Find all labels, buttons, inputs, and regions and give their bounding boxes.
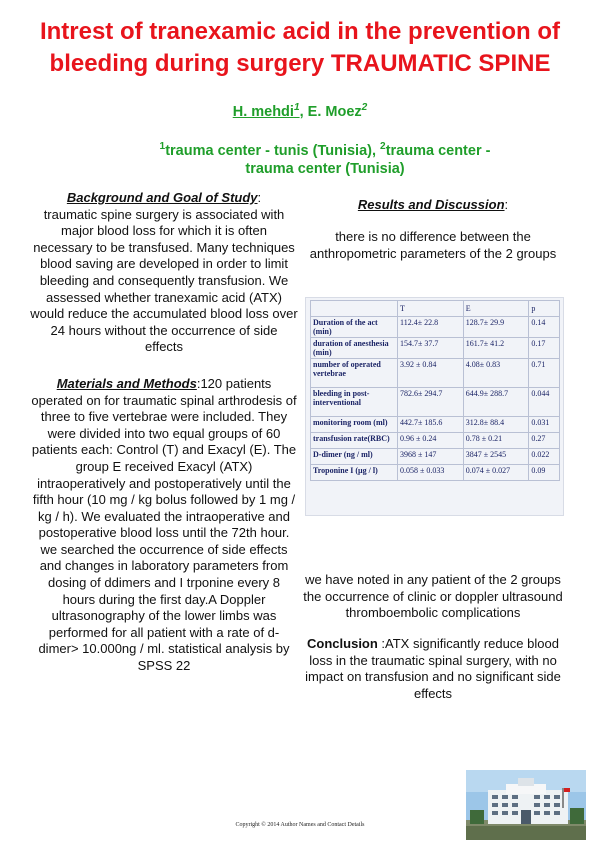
table-cell: 154.7± 37.7 xyxy=(398,338,464,359)
table-cell: 0.074 ± 0.027 xyxy=(463,465,529,481)
table-header: E xyxy=(463,301,529,317)
copyright: Copyright © 2014 Author Names and Contact Details xyxy=(235,822,365,828)
table-row xyxy=(311,449,560,465)
table-row xyxy=(311,359,560,388)
table-cell: 0.96 ± 0.24 xyxy=(398,433,464,449)
conclusion-text: :ATX significantly reduce blood loss in the traumatic spinal surgery, with no impact on transfusion and no significant side effects xyxy=(305,636,561,701)
background-heading: Background and Goal of Study xyxy=(66,190,258,205)
table-cell: 161.7± 41.2 xyxy=(463,338,529,359)
conclusion-section xyxy=(298,636,568,702)
table-cell: 442.7± 185.6 xyxy=(398,417,464,433)
table-cell: number of operated vertebrae xyxy=(311,359,398,388)
authors xyxy=(0,104,600,120)
table-cell: 644.9± 288.7 xyxy=(463,388,529,417)
table-cell: 0.022 xyxy=(529,449,560,465)
title-line-2: bleeding during surgery TRAUMATIC SPINE xyxy=(49,50,551,77)
table-row xyxy=(311,417,560,433)
background-text: traumatic spine surgery is associated with major blood loss for which it is often necessary to be transfused. Many techniques blood saving are developed in order to limit bleeding and consequently transfusion. We assessed whether tranexamic acid (ATX) would reduce the accumulated blood loss over 24 hours without the occurrence of side effects xyxy=(30,206,298,355)
table-cell: 3968 ± 147 xyxy=(398,449,464,465)
methods-heading: Materials and Methods xyxy=(56,375,197,391)
table-cell: 3847 ± 2545 xyxy=(463,449,529,465)
table-cell: duration of anesthesia (min) xyxy=(311,338,398,359)
table-cell: Troponine I (µg / l) xyxy=(311,465,398,481)
table-cell: 0.044 xyxy=(529,388,560,417)
table-header: T xyxy=(398,301,464,317)
results-text-1: there is no difference between the anthropometric parameters of the 2 groups xyxy=(309,229,557,261)
author-separator: , xyxy=(299,104,308,120)
table-cell: 128.7± 29.9 xyxy=(463,317,529,338)
table-row xyxy=(311,465,560,481)
table-row xyxy=(311,317,560,338)
results-text-2: we have noted in any patient of the 2 groups the occurrence of clinic or doppler ultrasound thromboembolic complications xyxy=(303,572,563,621)
affiliations: $^1$trauma center - tunis (Tunisia), $^2$trauma center - trauma center (Tunisia) xyxy=(159,141,491,177)
poster-title xyxy=(0,16,600,80)
table-cell: 112.4± 22.8 xyxy=(398,317,464,338)
table-cell: 0.78 ± 0.21 xyxy=(463,433,529,449)
author-2: E. Moez$^2$ xyxy=(307,102,368,120)
results-heading-wrap: Results and Discussion: xyxy=(357,197,509,212)
table-cell: monitoring room (ml) xyxy=(311,417,398,433)
left-column xyxy=(30,190,298,675)
table-cell: 0.031 xyxy=(529,417,560,433)
table-cell: 0.058 ± 0.033 xyxy=(398,465,464,481)
title-line-1: Intrest of tranexamic acid in the prevention of xyxy=(39,18,561,45)
table-cell: Duration of the act (min) xyxy=(311,317,398,338)
results-heading: Results and Discussion xyxy=(357,197,505,212)
table-header: p xyxy=(529,301,560,317)
table-cell: 0.14 xyxy=(529,317,560,338)
author-1: H. mehdi$^1$ xyxy=(232,102,300,120)
table-row xyxy=(311,433,560,449)
table-row xyxy=(311,338,560,359)
table-cell: 0.71 xyxy=(529,359,560,388)
methods-text: 120 patients operated on for traumatic spinal arthrodesis of three to five vertebrae were included. They were divided into two equal groups of 60 patients each: Control (T) and Exacyl (E). The group E received Exacyl (ATX) intraoperatively and postoperatively until the fifth hour (10 mg / kg bolus followed by 1 mg / kg / h). We evaluated the intraoperative and postoperative blood loss until the 72th hour. we searched the occurrence of side effects and changes in laboratory parameters from dosing of ddimers and I trponine every 8 hours during the first day.A Doppler ultrasonography of the lower limbs was performed for all patient with a rate of d-dimer> 10.000ng / ml. statistical analysis by SPSS 22 xyxy=(31,375,297,674)
table-cell: 0.27 xyxy=(529,433,560,449)
table-cell: bleeding in post-interventional xyxy=(311,388,398,417)
table-cell: 782.6± 294.7 xyxy=(398,388,464,417)
table-cell: 312.8± 88.4 xyxy=(463,417,529,433)
table-cell: 3.92 ± 0.84 xyxy=(398,359,464,388)
table-cell: D-dimer (ng / ml) xyxy=(311,449,398,465)
table-header-row xyxy=(311,301,560,317)
table-cell: 4.08± 0.83 xyxy=(463,359,529,388)
table-cell: 0.09 xyxy=(529,465,560,481)
hospital-photo xyxy=(466,770,586,840)
table-cell: transfusion rate(RBC) xyxy=(311,433,398,449)
table-row xyxy=(311,388,560,417)
background-section: Background and Goal of Study: traumatic spine surgery is associated with major blood loss for which it is often necessary to be transfused. Many techniques blood saving are developed in order to limit bleeding and consequently transfusion. We assessed whether tranexamic acid (ATX) would reduce the accumulated blood loss over 24 hours without the occurrence of side effects xyxy=(30,190,298,355)
results-table xyxy=(305,297,564,516)
conclusion-label: Conclusion xyxy=(307,636,378,651)
table-header xyxy=(311,301,398,317)
table-cell: 0.17 xyxy=(529,338,560,359)
methods-section: Materials and Methods:120 patients operated on for traumatic spinal arthrodesis of three to five vertebrae were included. They were divided into two equal groups of 60 patients each: Control (T) and Exacyl (E). The group E received Exacyl (ATX) intraoperatively and postoperatively until the fifth hour (10 mg / kg bolus followed by 1 mg / kg / h). We evaluated the intraoperative and postoperative blood loss until the 72th hour. we searched the occurrence of side effects and changes in laboratory parameters from dosing of ddimers and I trponine every 8 hours during the first day.A Doppler ultrasonography of the lower limbs was performed for all patient with a rate of d-dimer> 10.000ng / ml. statistical analysis by SPSS 22 xyxy=(31,375,297,674)
